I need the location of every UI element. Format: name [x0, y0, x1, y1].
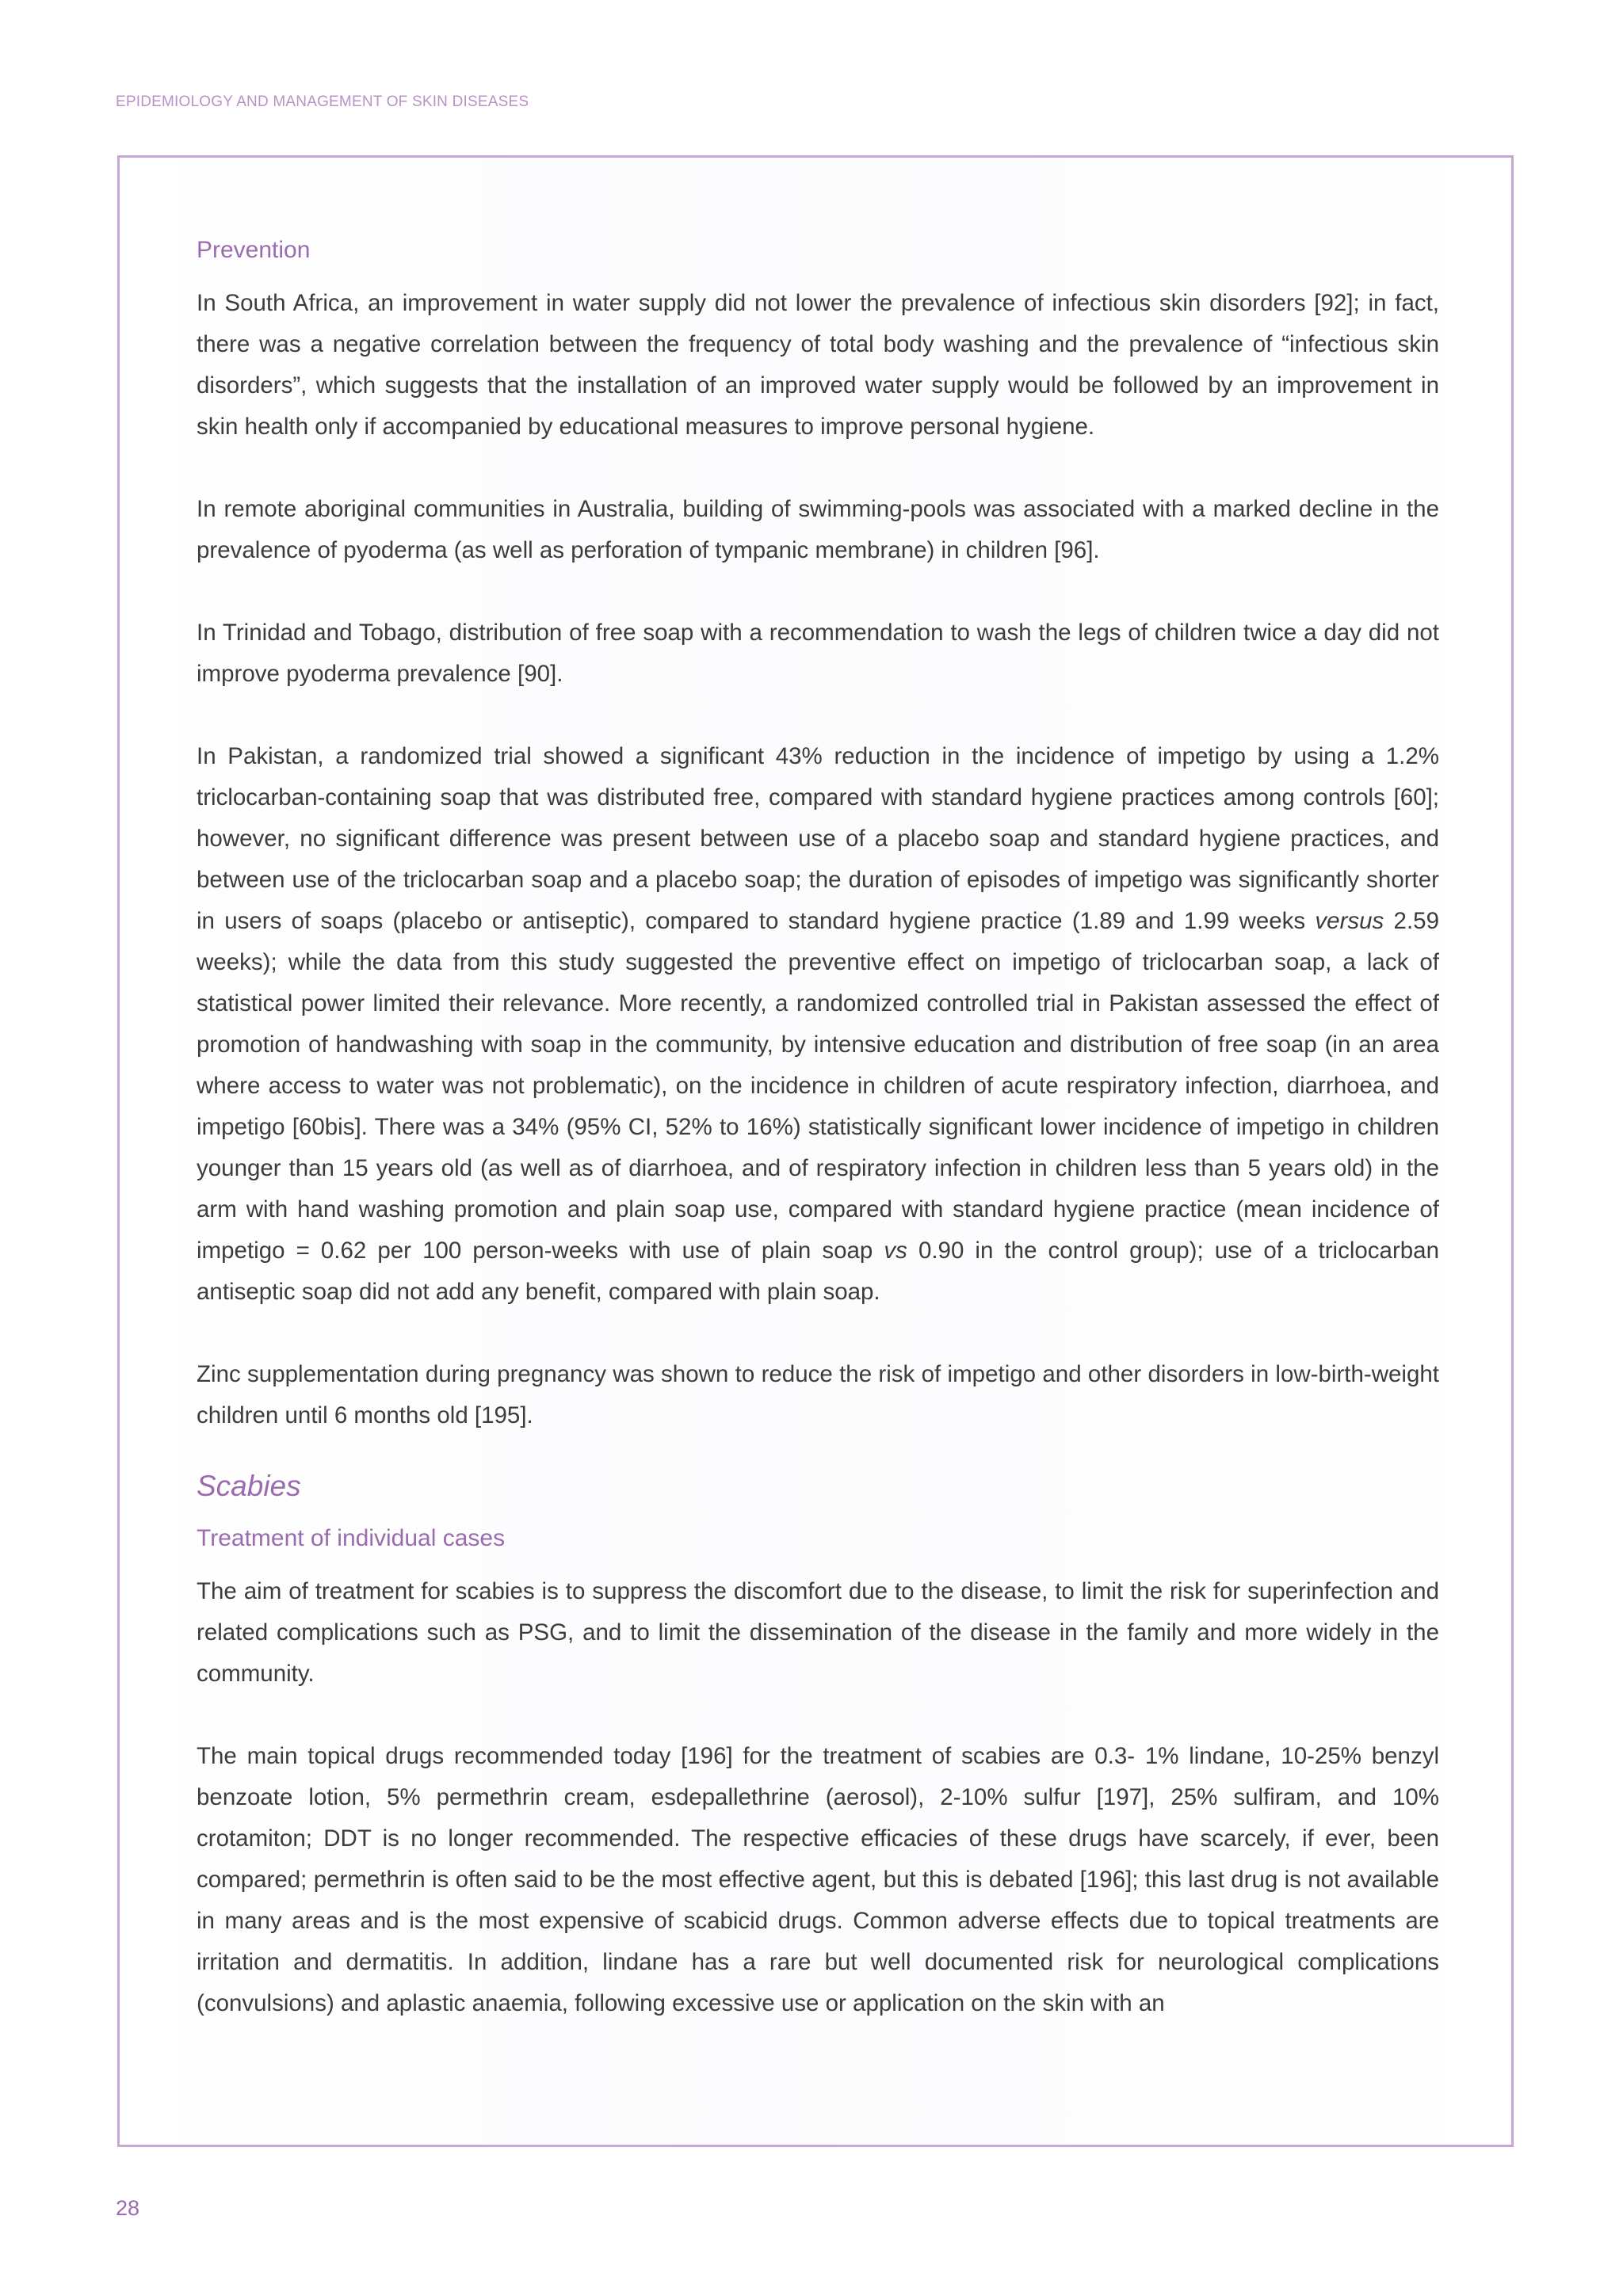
scabies-treatment-subheading: Treatment of individual cases	[197, 1525, 506, 1551]
pakistan-text-part-2: 2.59 weeks); while the data from this study suggested the preventive effect on impetigo of triclocarban soap, a lack of statistical power limited their relevance. More recently, a randomized controlled trial in Pakistan assessed the effect of promotion of handwashing with soap in the community, by intensive education and distribution of free soap (in an area where access to water was not problematic), on the incidence in children of acute respiratory infection, diarrhoea, and impetigo [60bis]. There was a 34% (95% CI, 52% to 16%) statistically significant lower incidence of impetigo in children younger than 15 years old (as well as of diarrhoea, and of respiratory infection in children less than 5 years old) in the arm with hand washing promotion and plain soap use, compared with standard hygiene practice (mean incidence of impetigo = 0.62 per 100 person-weeks with use of plain soap	[197, 908, 1439, 1264]
prevention-paragraph-trinidad: In Trinidad and Tobago, distribution of free soap with a recommendation to wash the legs of children twice a day did not improve pyoderma prevalence [90].	[197, 620, 1439, 687]
prevention-paragraph-south-africa: In South Africa, an improvement in water supply did not lower the prevalence of infectious skin disorders [92]; in fact, there was a negative correlation between the frequency of total body washing and the prevalence of “infectious skin disorders”, which suggests that the installation of an improved water supply would be followed by an improvement in skin health only if accompanied by educational measures to improve personal hygiene.	[197, 290, 1439, 440]
prevention-heading: Prevention	[197, 237, 311, 263]
prevention-paragraph-pakistan	[197, 736, 1439, 1313]
prevention-paragraph-australia: In remote aboriginal communities in Australia, building of swimming-pools was associated with a marked decline in the prevalence of pyoderma (as well as perforation of tympanic membrane) in children [96].	[197, 496, 1439, 563]
pakistan-text-versus: versus	[1315, 908, 1384, 934]
content-column	[197, 234, 1439, 2024]
scabies-paragraph-aim: The aim of treatment for scabies is to suppress the discomfort due to the disease, to limit the risk for superinfection and related complications such as PSG, and to limit the dissemination of the disease in the family and more widely in the community.	[197, 1578, 1439, 1687]
scabies-section-title: Scabies	[197, 1470, 301, 1502]
running-header: EPIDEMIOLOGY AND MANAGEMENT OF SKIN DISEASES	[116, 93, 529, 110]
scabies-paragraph-topical-drugs: The main topical drugs recommended today [196] for the treatment of scabies are 0.3- 1% lindane, 10-25% benzyl benzoate lotion, 5% permethrin cream, esdepallethrine (aerosol), 2-10% sulfur [197], 25% sulfiram, and 10% crotamiton; DDT is no longer recommended. The respective efficacies of these drugs have scarcely, if ever, been compared; permethrin is often said to be the most effective agent, but this is debated [196]; this last drug is not available in many areas and is the most expensive of scabicid drugs. Common adverse effects due to topical treatments are irritation and dermatitis. In addition, lindane has a rare but well documented risk for neurological complications (convulsions) and aplastic anaemia, following excessive use or application on the skin with an	[197, 1743, 1439, 2016]
pakistan-text-part-3: 0.90 in the control group); use of a triclocarban antiseptic soap did not add any benefit, compared with plain soap.	[197, 1238, 1439, 1305]
content-frame	[117, 155, 1514, 2147]
prevention-paragraph-zinc: Zinc supplementation during pregnancy was shown to reduce the risk of impetigo and other disorders in low-birth-weight children until 6 months old [195].	[197, 1361, 1439, 1428]
pakistan-text-part-1: In Pakistan, a randomized trial showed a significant 43% reduction in the incidence of impetigo by using a 1.2% triclocarban-containing soap that was distributed free, compared with standard hygiene practices among controls [60]; however, no significant difference was present between use of a placebo soap and standard hygiene practices, and between use of the triclocarban soap and a placebo soap; the duration of episodes of impetigo was significantly shorter in users of soaps (placebo or antiseptic), compared to standard hygiene practice (1.89 and 1.99 weeks	[197, 743, 1439, 934]
page-number: 28	[116, 2196, 140, 2220]
pakistan-text-vs: vs	[884, 1238, 907, 1264]
